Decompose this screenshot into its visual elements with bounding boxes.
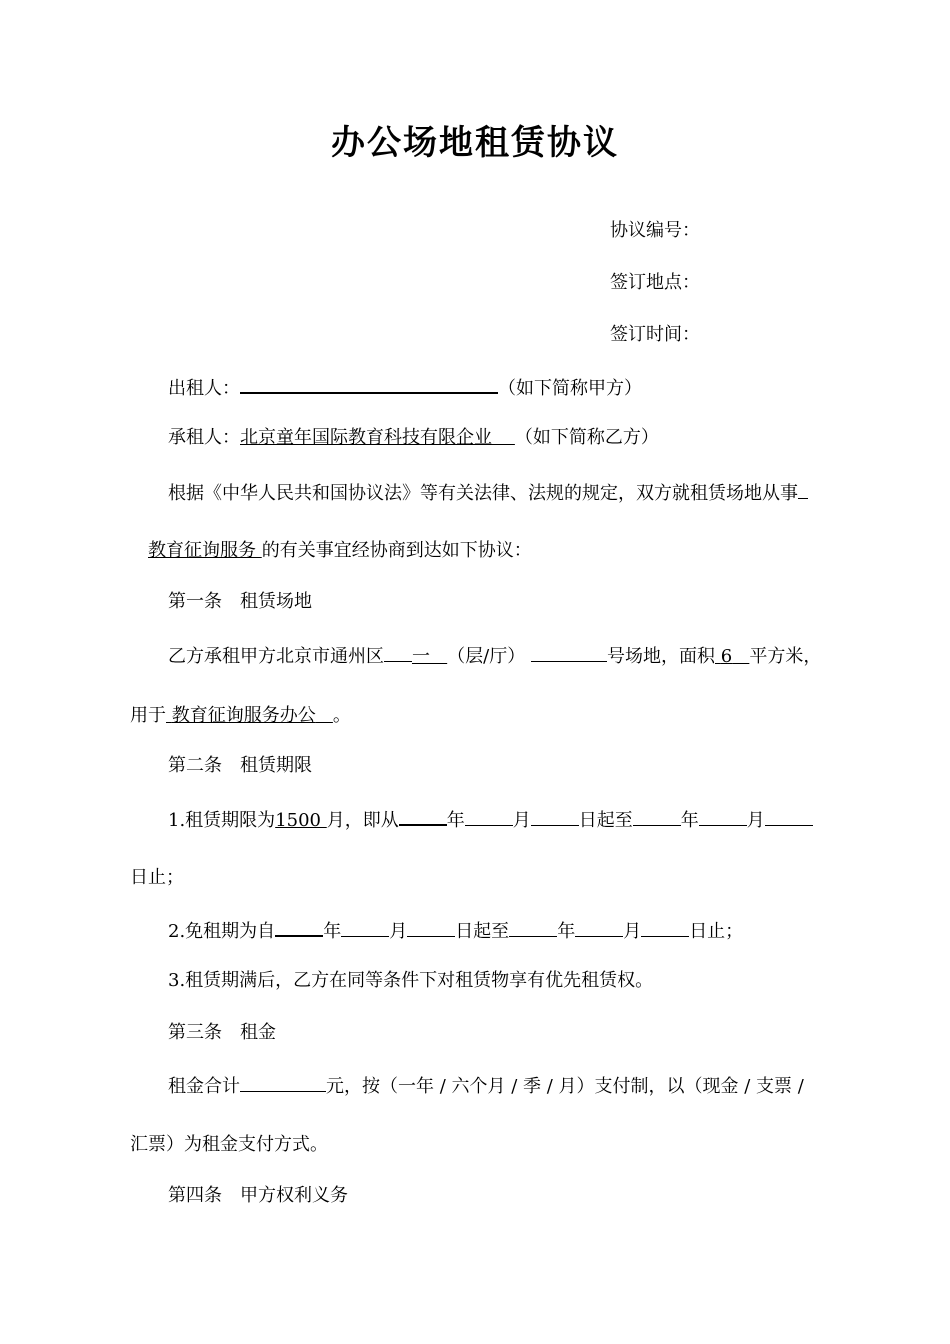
signing-place-label: 签订地点： xyxy=(610,272,700,293)
article-3-heading: 第三条 租金 xyxy=(168,1022,276,1043)
lessor-label: 出租人： xyxy=(168,378,240,399)
site-number-blank xyxy=(531,643,607,662)
article-1-para-2: 用于 教育征询服务办公 。 xyxy=(130,705,351,726)
agreement-number-label: 协议编号： xyxy=(610,220,700,241)
article-1-para-1: 乙方承租甲方北京市通州区 一 （层/厅） 号场地，面积 6 平方米， xyxy=(168,643,821,669)
article-2-heading: 第二条 租赁期限 xyxy=(168,755,312,776)
lease-months-value: 1500 xyxy=(275,810,321,831)
lessee-label: 承租人： xyxy=(168,427,240,448)
lessor-suffix: （如下简称甲方） xyxy=(498,378,642,399)
intro-suffix: 的有关事宜经协商到达如下协议： xyxy=(261,540,532,561)
intro-blank xyxy=(798,480,808,499)
intro-line-1 xyxy=(168,480,808,506)
rent-free-item: 2.免租期为自 年 月 日起至 年 月 日止； xyxy=(168,917,743,944)
usage-value: 教育征询服务办公 xyxy=(171,705,316,726)
article-1-heading: 第一条 租赁场地 xyxy=(168,591,312,612)
signing-time-label: 签订时间： xyxy=(610,324,700,345)
intro-text: 根据《中华人民共和国协议法》等有关法律、法规的规定，双方就租赁场地从事 xyxy=(168,483,798,504)
floor-value: 一 xyxy=(412,646,430,667)
intro-line-2 xyxy=(148,539,532,563)
lease-term-item: 1.租赁期限为1500 月，即从 年 月 日起至 年 月 xyxy=(168,806,813,833)
article-4-heading: 第四条 甲方权利义务 xyxy=(168,1185,348,1206)
renewal-priority-item: 3.租赁期满后，乙方在同等条件下对租赁物享有优先租赁权。 xyxy=(168,970,654,991)
lessee-line xyxy=(168,426,659,450)
article-3-para-2: 汇票）为租金支付方式。 xyxy=(130,1134,328,1155)
rent-amount-blank xyxy=(240,1073,326,1092)
area-value: 6 xyxy=(720,646,733,667)
lessor-blank xyxy=(240,374,498,394)
lessor-line xyxy=(168,374,642,401)
lease-term-end: 日止； xyxy=(130,867,184,888)
document-title: 办公场地租赁协议 xyxy=(331,123,619,163)
lessee-suffix: （如下简称乙方） xyxy=(514,427,659,448)
business-purpose: 教育征询服务 xyxy=(148,540,256,561)
article-3-para-1: 租金合计 元，按（一年 / 六个月 / 季 / 月）支付制，以（现金 / 支票 / xyxy=(168,1073,804,1099)
lessee-name: 北京童年国际教育科技有限企业 xyxy=(240,427,492,448)
